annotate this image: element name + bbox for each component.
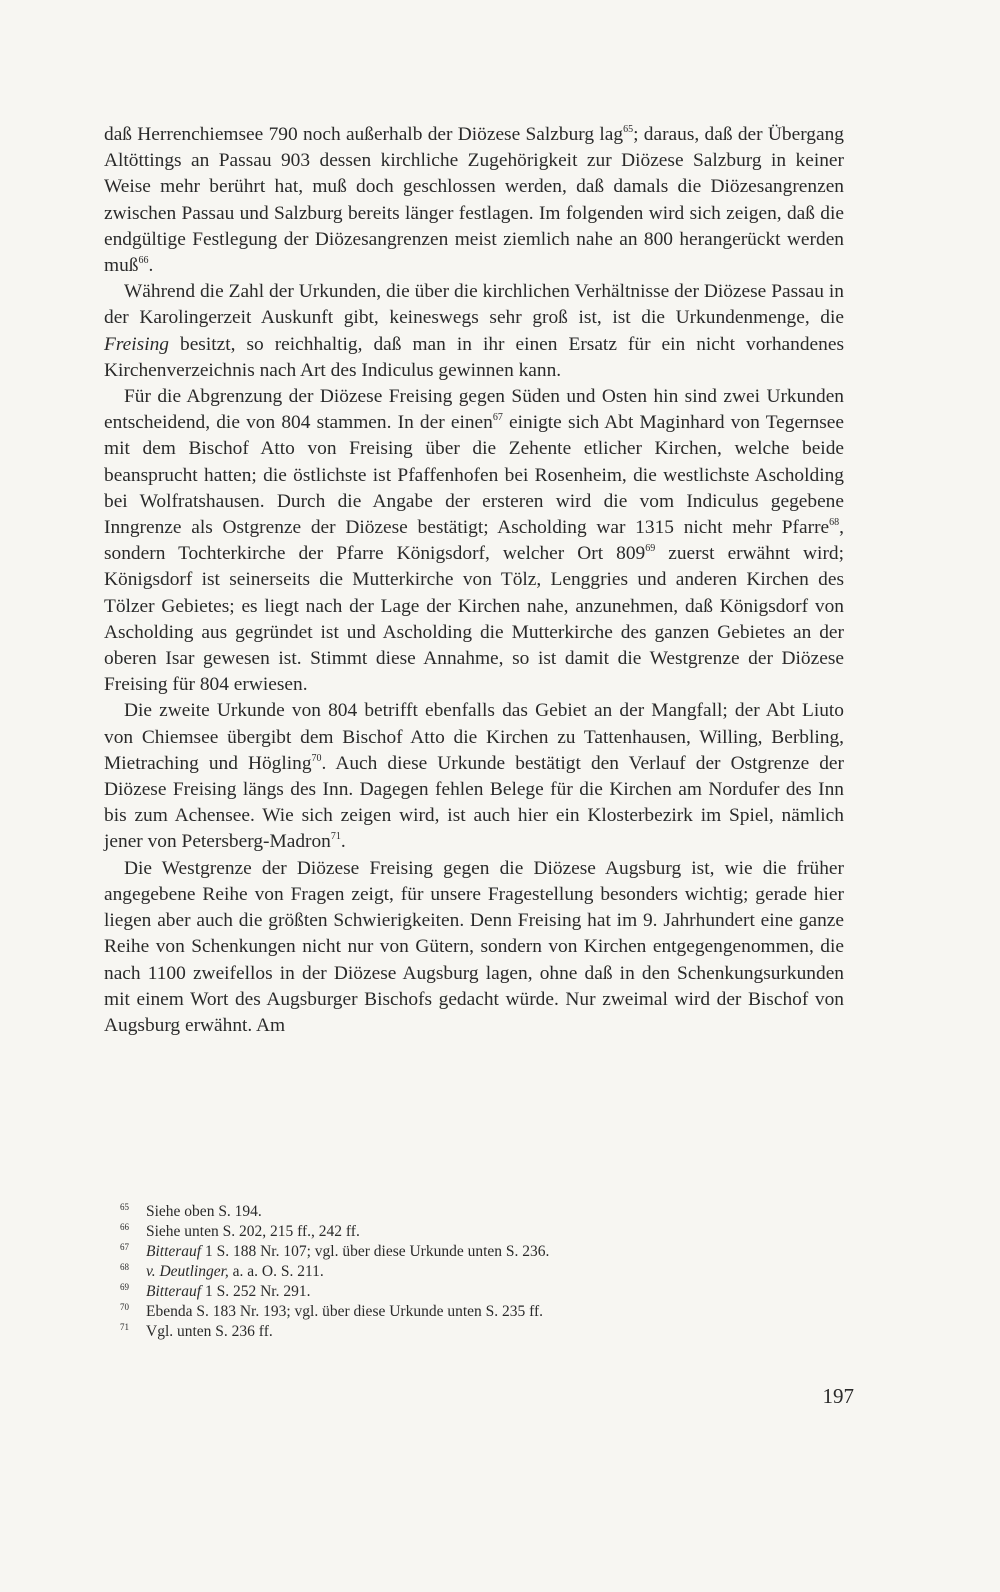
footnote-text [146,1242,820,1262]
footnote-text [146,1202,820,1222]
paragraph-4 [104,698,844,855]
footnote-author: Bitterauf [146,1283,202,1300]
footnote-number: 71 [120,1322,129,1332]
text-run: Die Westgrenze der Diözese Freising gegen die Diözese Augsburg ist, wie die früher angegebene Reihe von Fragen zeigt, für unsere Fragestellung besonders wichtig; gerade hier liegen aber auch die größten Schwierigkeiten. Denn Freising hat im 9. Jahrhundert eine ganze Reihe von Schenkungen nicht nur von Gütern, sondern von Kirchen entgegengenommen, die nach 1100 zweifellos in der Diözese Augsburg lagen, ohne daß in den Schenkungsurkunden mit einem Wort des Augsburger Bischofs gedacht würde. Nur zweimal wird der Bischof von Augsburg erwähnt. Am [104,857,844,1036]
paragraph-2 [104,279,844,384]
paragraph-3 [104,384,844,698]
footnote-body: Ebenda S. 183 Nr. 193; vgl. über diese Urkunde unten S. 235 ff. [146,1303,544,1320]
footnote-ref[interactable]: 67 [492,412,503,424]
text-run: , sondern Tochterkirche der Pfarre Königsdorf, welcher Ort 809 [104,517,844,565]
footnote [120,1322,820,1342]
footnote-ref[interactable]: 68 [829,517,840,529]
footnote-number: 66 [120,1222,129,1232]
footnote [120,1242,820,1262]
text-run: . Auch diese Urkunde bestätigt den Verlauf der Ostgrenze der Diözese Freising längs des Inn. Dagegen fehlen Belege für die Kirchen am Nordufer des Inn bis zum Achensee. Wie sich zeigen wird, ist auch hier ein Klosterbezirk im Spiel, nämlich jener von Petersberg-Madron [104,752,844,853]
footnote [120,1262,820,1282]
body-text [104,122,844,1039]
footnote-text [146,1302,820,1322]
text-run: einigte sich Abt Maginhard von Tegernsee mit dem Bischof Atto von Freising über die Zehente etlicher Kirchen, welche beide beansprucht hatten; die östlichste ist Pfaffenhofen bei Rosenheim, die westlichste Ascholding bei Wolfratshausen. Durch die Angabe der ersteren wird die vom Indiculus gegebene Inngrenze als Ostgrenze der Diözese bestätigt; Ascholding war 1315 nicht mehr Pfarre [104,412,844,539]
footnote-text [146,1282,820,1302]
page-number: 197 [822,1384,854,1408]
text-run: zuerst erwähnt wird; Königsdorf ist seinerseits die Mutterkirche von Tölz, Lenggries und anderen Kirchen des Tölzer Gebietes; es liegt nach der Lage der Kirchen nahe, anzunehmen, daß Königsdorf von Ascholding aus gegründet ist und Ascholding die Mutterkirche des ganzen Gebietes an der oberen Isar gewesen ist. Stimmt diese Annahme, so ist damit die Westgrenze der Diözese Freising für 804 erwiesen. [104,543,844,696]
footnote-ref[interactable]: 70 [311,752,322,764]
footnote [120,1302,820,1322]
footnote-body: a. a. O. S. 211. [228,1263,324,1280]
footnote-text [146,1222,820,1242]
text-run: ; daraus, daß der Übergang Altöttings an Passau 903 dessen kirchliche Zugehörigkeit zur Diözese Salzburg in keiner Weise mehr berührt hat, muß doch geschlossen werden, daß damals die Diözesangrenzen zwischen Passau und Salzburg bereits länger festlagen. Im folgenden wird sich zeigen, daß die endgültige Festlegung der Diözesangrenzen meist ziemlich nahe an 800 herangerückt werden muß [104,124,844,277]
footnote-author: Bitterauf [146,1243,202,1260]
text-run: . [340,831,346,853]
footnote-body: Vgl. unten S. 236 ff. [146,1323,273,1340]
paragraph-5 [104,856,844,1039]
paragraph-1 [104,122,844,279]
footnote-body: 1 S. 188 Nr. 107; vgl. über diese Urkunde unten S. 236. [201,1243,550,1260]
footnote-text [146,1262,820,1282]
footnote-number: 70 [120,1302,129,1312]
footnote-body: Siehe oben S. 194. [146,1203,262,1220]
text-run: . [148,255,154,277]
text-run: Die zweite Urkunde von 804 betrifft ebenfalls das Gebiet an der Mangfall; der Abt Liuto von Chiemsee übergibt dem Bischof Atto die Kirchen zu Tattenhausen, Willing, Berbling, Mietraching und Högling [104,700,844,774]
footnote-author: v. Deutlinger, [146,1263,229,1280]
footnote [120,1202,820,1222]
footnote [120,1222,820,1242]
footnote-number: 68 [120,1262,129,1272]
footnote-body: Siehe unten S. 202, 215 ff., 242 ff. [146,1223,360,1240]
text-run: besitzt, so reichhaltig, daß man in ihr einen Ersatz für ein nicht vorhandenes Kirchenverzeichnis nach Art des Indiculus gewinnen kann. [104,333,844,381]
footnote [120,1282,820,1302]
footnote-number: 67 [120,1242,129,1252]
footnote-body: 1 S. 252 Nr. 291. [201,1283,311,1300]
footnote-ref[interactable]: 65 [623,124,634,135]
italic-term: Freising [104,333,169,355]
footnote-ref[interactable]: 66 [138,255,149,267]
footnote-number: 65 [120,1202,129,1212]
footnotes [120,1202,820,1342]
text-run: Für die Abgrenzung der Diözese Freising gegen Süden und Osten hin sind zwei Urkunden entscheidend, die von 804 stammen. In der einen [104,386,844,434]
footnote-ref[interactable]: 69 [645,543,656,555]
footnote-number: 69 [120,1282,129,1292]
footnote-text [146,1322,820,1342]
text-run: Während die Zahl der Urkunden, die über die kirchlichen Verhältnisse der Diözese Passau in der Karolingerzeit Auskunft gibt, keineswegs sehr groß ist, ist die Urkundenmenge, die [104,281,844,329]
footnote-ref[interactable]: 71 [330,831,341,843]
text-run: daß Herrenchiemsee 790 noch außerhalb der Diözese Salzburg lag [104,124,624,145]
